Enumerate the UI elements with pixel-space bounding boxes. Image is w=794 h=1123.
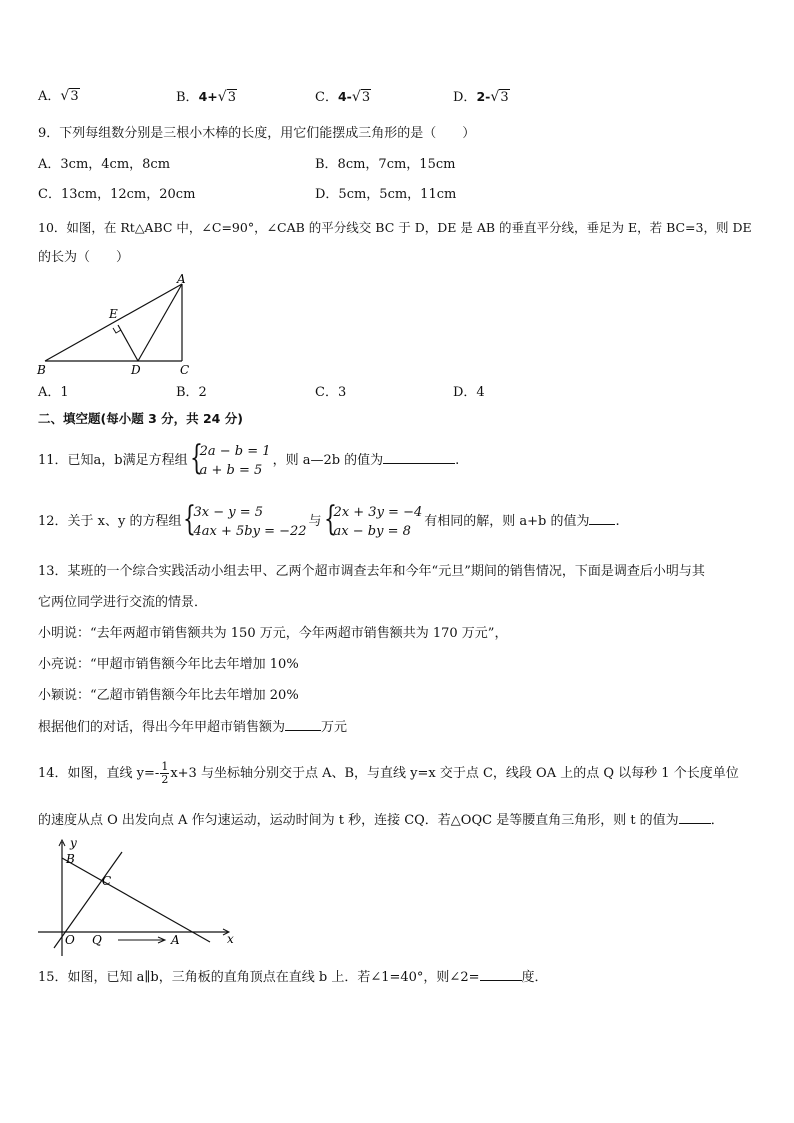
q12-eq2: 4ax + 5by = −22	[193, 523, 307, 539]
q11-end: .	[455, 453, 460, 468]
q14-frac-den: 2	[161, 773, 169, 786]
q13-line3: 小明说：“去年两超市销售额共为 150 万元，今年两超市销售额共为 170 万元”，	[38, 626, 508, 641]
q14-coordinate-figure	[34, 836, 244, 960]
brace-symbol: {	[323, 498, 337, 539]
q12-line	[38, 499, 620, 545]
q15-blank	[480, 968, 522, 981]
sqrt-symbol: √ 3	[352, 89, 371, 107]
q13-blank	[285, 718, 321, 731]
label-c: C	[102, 874, 112, 888]
q12-eq4: ax − by = 8	[333, 523, 411, 539]
q12-blank	[589, 512, 615, 525]
q11-eq1: 2a − b = 1	[199, 443, 271, 459]
q14-frac-num: 1	[161, 760, 169, 773]
q12-system-1	[183, 498, 307, 541]
q13-line6-pre: 根据他们的对话，得出今年甲超市销售额为	[38, 720, 286, 735]
q10-option-a: A．1	[38, 385, 69, 400]
q8-option-d: D．2-√ 3	[453, 88, 510, 107]
label-c: C	[180, 363, 190, 377]
q9-option-b: B．8cm，7cm，15cm	[315, 157, 456, 172]
q13-line2: 它两位同学进行交流的情景．	[38, 595, 208, 610]
q11-blank	[383, 451, 455, 464]
q12-eq1: 3x − y = 5	[193, 504, 264, 520]
q8-option-c: C．4-√ 3	[315, 88, 371, 107]
q13-line4: 小亮说：“甲超市销售额今年比去年增加 10%	[38, 657, 299, 672]
label-b: B	[37, 363, 46, 377]
q14-blank	[679, 811, 711, 824]
q9-option-d: D．5cm，5cm，11cm	[315, 187, 457, 202]
q12-post: 有相同的解，则 a+b 的值为	[424, 514, 590, 529]
q8-option-b: B．4+√ 3	[176, 88, 237, 107]
q10-stem-line1: 10．如图，在 Rt△ABC 中，∠C=90°，∠CAB 的平分线交 BC 于 D，DE 是 AB 的垂直平分线，垂足为 E，若 BC=3，则 DE	[38, 220, 752, 235]
q14-line1-rest: x+3 与坐标轴分别交于点 A、B，与直线 y=x 交于点 C，线段 OA 上的点 Q 以每秒 1 个长度单位	[170, 766, 739, 781]
q9-option-a: A．3cm，4cm，8cm	[38, 157, 171, 172]
brace-symbol: {	[189, 437, 203, 478]
label-y: y	[70, 836, 77, 850]
q10-stem-line2: 的长为（ ）	[38, 250, 130, 265]
sqrt-symbol: √ 3	[218, 89, 237, 107]
label-x: x	[227, 932, 234, 946]
q14-line2	[38, 811, 724, 830]
q11-line	[38, 438, 459, 484]
q14-end: ．	[710, 813, 724, 828]
label-a: A	[177, 272, 186, 286]
q13-line1: 13．某班的一个综合实践活动小组去甲、乙两个超市调查去年和今年“元旦”期间的销售情况，下面是调查后小明与其	[38, 564, 705, 579]
q13-line6-post: 万元	[321, 720, 348, 735]
q13-line6	[38, 718, 347, 737]
q10-option-b: B．2	[176, 385, 207, 400]
q10-option-c: C．3	[315, 385, 347, 400]
q14-fraction	[160, 761, 169, 786]
q12-end: .	[615, 514, 620, 529]
q12-mid: 与	[308, 514, 322, 529]
q9-option-c: C．13cm，12cm，20cm	[38, 187, 196, 202]
q12-eq3: 2x + 3y = −4	[333, 504, 423, 520]
q15-pre: 15．如图，已知 a∥b，三角板的直角顶点在直线 b 上．若∠1=40°，则∠2=	[38, 970, 480, 985]
line-ab	[62, 858, 210, 942]
brace-symbol: {	[183, 498, 197, 539]
q11-system	[189, 437, 271, 480]
segment-ab	[45, 284, 182, 361]
q9-stem: 9．下列每组数分别是三根小木棒的长度，用它们能摆成三角形的是（ ）	[38, 126, 476, 141]
label-q: Q	[92, 933, 102, 947]
q12-pre: 12．关于 x、y 的方程组	[38, 514, 182, 529]
q11-eq2: a + b = 5	[199, 462, 263, 478]
q11-post: ，则 a—2b 的值为	[272, 453, 384, 468]
label-o: O	[65, 933, 75, 947]
sqrt-symbol: √ 3	[60, 88, 79, 106]
q12-system-2	[323, 498, 423, 541]
sqrt-symbol: √ 3	[490, 89, 509, 107]
label-b: B	[66, 852, 75, 866]
q13-line5: 小颖说：“乙超市销售额今年比去年增加 20%	[38, 688, 299, 703]
q14-line2-text: 的速度从点 O 出发向点 A 作匀速运动，运动时间为 t 秒，连接 CQ．若△OQC 是等腰直角三角形，则 t 的值为	[38, 813, 679, 828]
section-title: 二、填空题(每小题 3 分，共 24 分)	[38, 411, 243, 426]
q15-line	[38, 968, 548, 987]
segment-ad	[138, 284, 182, 361]
q11-pre: 11．已知a，b满足方程组	[38, 453, 188, 468]
q10-option-d: D．4	[453, 385, 485, 400]
q14-line1	[38, 759, 739, 789]
label-a: A	[171, 933, 180, 947]
q10-triangle-figure	[30, 272, 200, 380]
label-d: D	[131, 363, 141, 377]
q14-pre: 14．如图，直线 y=-	[38, 766, 160, 781]
label-e: E	[109, 307, 118, 321]
q8-option-a: A．√ 3	[38, 88, 80, 106]
q15-post: 度．	[521, 970, 548, 985]
